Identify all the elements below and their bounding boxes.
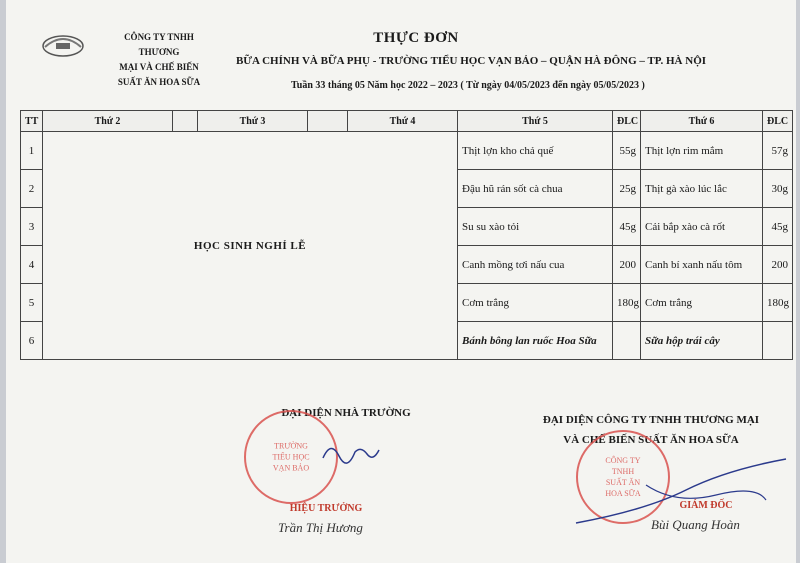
thu6-dish: Canh bí xanh nấu tôm	[641, 246, 763, 284]
thu5-qty: 25g	[613, 170, 641, 208]
school-role: HIỆU TRƯỞNG	[289, 503, 363, 514]
header-dlc6: ĐLC	[763, 111, 793, 132]
header-tt: TT	[21, 111, 43, 132]
thu6-dish: Thịt lợn rim mắm	[641, 132, 763, 170]
company-role: GIÁM ĐỐC	[679, 500, 733, 511]
row-number: 3	[21, 208, 43, 246]
thu6-qty: 30g	[763, 170, 793, 208]
thu6-dish: Cơm trắng	[641, 284, 763, 322]
company-line: MẠI VÀ CHẾ BIẾN	[119, 62, 199, 72]
thu5-dish: Cơm trắng	[458, 284, 613, 322]
company-rep-line: ĐẠI DIỆN CÔNG TY TNHH THƯƠNG MẠI	[542, 414, 760, 426]
header-thu6: Thứ 6	[641, 111, 763, 132]
header-blank	[308, 111, 348, 132]
holiday-notice: HỌC SINH NGHỈ LỄ	[43, 132, 458, 360]
header-thu4: Thứ 4	[348, 111, 458, 132]
header-dlc5: ĐLC	[613, 111, 641, 132]
thu5-qty	[613, 322, 641, 360]
header-thu3: Thứ 3	[198, 111, 308, 132]
company-logo	[40, 33, 86, 59]
company-line: SUẤT ĂN HOA SỮA	[117, 77, 201, 87]
thu6-qty: 200	[763, 246, 793, 284]
school-rep-title: ĐẠI DIỆN NHÀ TRƯỜNG	[281, 407, 411, 419]
thu5-dish: Su su xào tỏi	[458, 208, 613, 246]
company-line: CÔNG TY TNHH THƯƠNG	[124, 32, 194, 57]
thu5-qty: 45g	[613, 208, 641, 246]
thu6-qty: 180g	[763, 284, 793, 322]
page-subtitle: BỮA CHÍNH VÀ BỮA PHỤ - TRƯỜNG TIỂU HỌC VẠN BẢO – QUẬN HÀ ĐÔNG – TP. HÀ NỘI	[235, 55, 707, 67]
menu-table	[20, 110, 793, 360]
page-title: THỰC ĐƠN	[373, 30, 459, 46]
row-number: 4	[21, 246, 43, 284]
header-thu5: Thứ 5	[458, 111, 613, 132]
school-signer-name: Trần Thị Hương	[278, 520, 363, 535]
thu5-qty: 55g	[613, 132, 641, 170]
table-row	[21, 132, 793, 170]
thu5-qty: 180g	[613, 284, 641, 322]
thu5-qty: 200	[613, 246, 641, 284]
company-signer-name: Bùi Quang Hoàn	[651, 517, 740, 532]
thu6-dish: Sữa hộp trái cây	[641, 322, 763, 360]
stamp-line: TRƯỜNG	[274, 441, 308, 451]
stamp-line: VẠN BẢO	[272, 463, 310, 473]
thu6-qty	[763, 322, 793, 360]
thu6-dish: Thịt gà xào lúc lắc	[641, 170, 763, 208]
row-number: 2	[21, 170, 43, 208]
thu6-qty: 45g	[763, 208, 793, 246]
thu5-dish: Đậu hũ rán sốt cà chua	[458, 170, 613, 208]
stamp-line: HOA SỮA	[605, 489, 641, 498]
school-signature	[321, 438, 381, 468]
stamp-line: TNHH	[611, 467, 635, 476]
table-header-row	[21, 111, 793, 132]
row-number: 6	[21, 322, 43, 360]
header-thu2: Thứ 2	[43, 111, 173, 132]
week-info: Tuần 33 tháng 05 Năm học 2022 – 2023 ( Từ ngày 04/05/2023 đến ngày 05/05/2023 )	[291, 80, 645, 91]
header-blank	[173, 111, 198, 132]
thu5-dish: Bánh bông lan ruốc Hoa Sữa	[458, 322, 613, 360]
company-name	[104, 30, 214, 90]
thu5-dish: Canh mồng tơi nấu cua	[458, 246, 613, 284]
company-rep-line: VÀ CHẾ BIẾN SUẤT ĂN HOA SỮA	[563, 434, 739, 446]
stamp-line: SUẤT ĂN	[605, 478, 641, 487]
stamp-line: CÔNG TY	[605, 456, 641, 465]
row-number: 1	[21, 132, 43, 170]
menu-document	[6, 0, 796, 563]
row-number: 5	[21, 284, 43, 322]
thu6-dish: Cải bắp xào cà rốt	[641, 208, 763, 246]
thu6-qty: 57g	[763, 132, 793, 170]
stamp-line: TIỂU HỌC	[272, 452, 310, 462]
thu5-dish: Thịt lợn kho chả quế	[458, 132, 613, 170]
